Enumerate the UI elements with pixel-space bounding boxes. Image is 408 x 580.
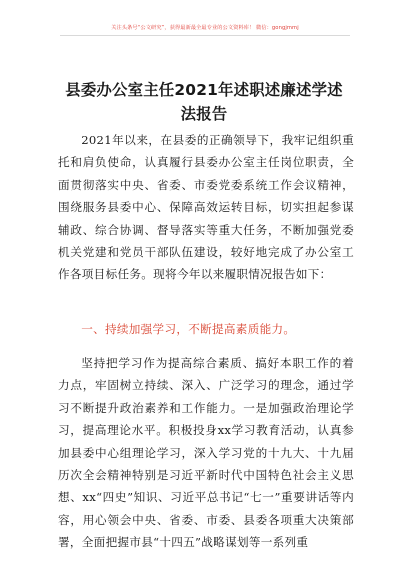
header-divider xyxy=(60,35,350,36)
header-banner: 关注头条号“公文研究”，获得最新最全最专业的公文资料库！ 微信：gongjmmj xyxy=(111,25,299,31)
document-title: 县委办公室主任2021年述职述廉述学述法报告 xyxy=(65,81,343,123)
section-heading: 一、持续加强学习，不断提高素质能力。 xyxy=(81,322,296,336)
intro-paragraph: 2021年以来，在县委的正确领导下，我牢记组织重托和肩负使命，认真履行县委办公室主任岗位职责，全面贯彻落实中央、省委、市委党委系统工作会议精神，围绕服务县委中心、保障高效运转目标，切实担起参谋辅政、综合协调、督导落实等重大任务，不断加强党委机关党建和党员干部队伍建设，较好地完成了办公室工作各项目标任务。现将今年以来履职情况报告如下： xyxy=(58,133,354,282)
section-paragraph: 坚持把学习作为提高综合素质、搞好本职工作的着力点，牢固树立持续、深入、广泛学习的理念，通过学习不断提升政治素养和工作能力。一是加强政治理论学习，提高理论水平。积极投身xx学习教育活动，认真参加县委中心组理论学习，深入学习党的十九大、十九届历次全会精神特别是习近平新时代中国特色社会主义思想、xx“四史”知识、习近平总书记“七一”重要讲话等内容，用心领会中央、省委、市委、县委各项重大决策部署，全面把握市县“十四五”战略谋划等一系列重 xyxy=(58,356,354,550)
